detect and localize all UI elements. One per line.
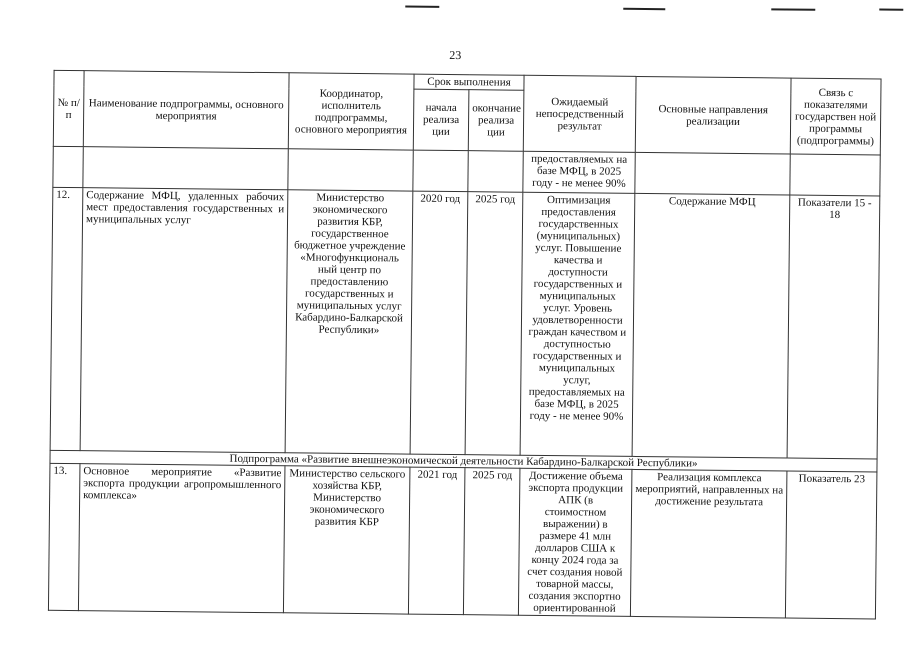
row-number: 12.	[50, 187, 83, 450]
header-link: Связь с показателями государствен ной программы (подпрограммы)	[790, 78, 881, 155]
header-directions: Основные направления реализации	[635, 76, 791, 154]
result-cell: Оптимизация предоставления государственных (муниципальных) услуг. Повышение качества и доступности государственных и муниципальных услуг. Уровень удовлетворенности граждан качеством и доступностью государственных и муниципальных услуг, предоставляемых на базе МФЦ, в 2025 году - не менее 90%	[520, 192, 635, 456]
directions-cell: Реализация комплекса мероприятий, направленных на достижение результата	[630, 469, 787, 618]
measure-name: Основное мероприятие «Развитие экспорта продукции агропромышленного комплекса»	[78, 464, 285, 613]
header-num: № п/п	[53, 70, 84, 146]
header-term: Срок выполнения	[414, 74, 524, 90]
coordinator-cell: Министерство сельского хозяйства КБР, Министерство экономического развития КБР	[283, 466, 410, 614]
start-year: 2020 год	[410, 191, 468, 455]
header-coordinator: Координатор, исполнитель подпрограммы, основного мероприятия	[288, 73, 414, 150]
scan-mark	[771, 8, 815, 10]
row-number: 13.	[48, 463, 80, 610]
result-cell: предоставляемых на базе МФЦ, в 2025 году - не менее 90%	[523, 151, 635, 193]
header-start: начала реализа ции	[413, 89, 469, 151]
indicator-link: Показатель 23	[785, 471, 877, 619]
scan-mark	[623, 8, 665, 10]
page-number: 23	[449, 47, 462, 63]
scan-marks	[3, 0, 905, 25]
result-cell: Достижение объема экспорта продукции АПК (в стоимостном выражении) в размере 41 млн долларов США к концу 2024 года за счет создания новой товарной массы, создания экспортно ориентированной	[518, 468, 632, 616]
end-year: 2025 год	[465, 192, 523, 456]
program-table	[48, 70, 882, 620]
table-row	[50, 187, 880, 459]
header-name: Наименование подпрограммы, основного мероприятия	[83, 71, 289, 149]
header-end: окончание реализа ции	[468, 90, 524, 152]
measure-name: Содержание МФЦ, удаленных рабочих мест предоставления государственных и муниципальных услуг	[80, 188, 288, 453]
directions-cell: Содержание МФЦ	[632, 193, 790, 458]
start-year: 2021 год	[408, 467, 465, 615]
scan-mark	[405, 6, 439, 8]
end-year: 2025 год	[463, 468, 520, 616]
table-row	[48, 463, 877, 619]
header-result: Ожидаемый непосредственный результат	[523, 75, 636, 152]
coordinator-cell: Министерство экономического развития КБР, государственное бюджетное учреждение «Многофункциональ ный центр по предоставлению государственных и муниципальных услуг Кабардино-Балкарской Республики»	[285, 190, 413, 454]
section-title: Подпрограмма «Развитие внешнеэкономической деятельности Кабардино-Балкарской Республики»	[50, 450, 877, 472]
indicator-link: Показатели 15 - 18	[787, 195, 880, 459]
scan-mark	[879, 8, 903, 10]
